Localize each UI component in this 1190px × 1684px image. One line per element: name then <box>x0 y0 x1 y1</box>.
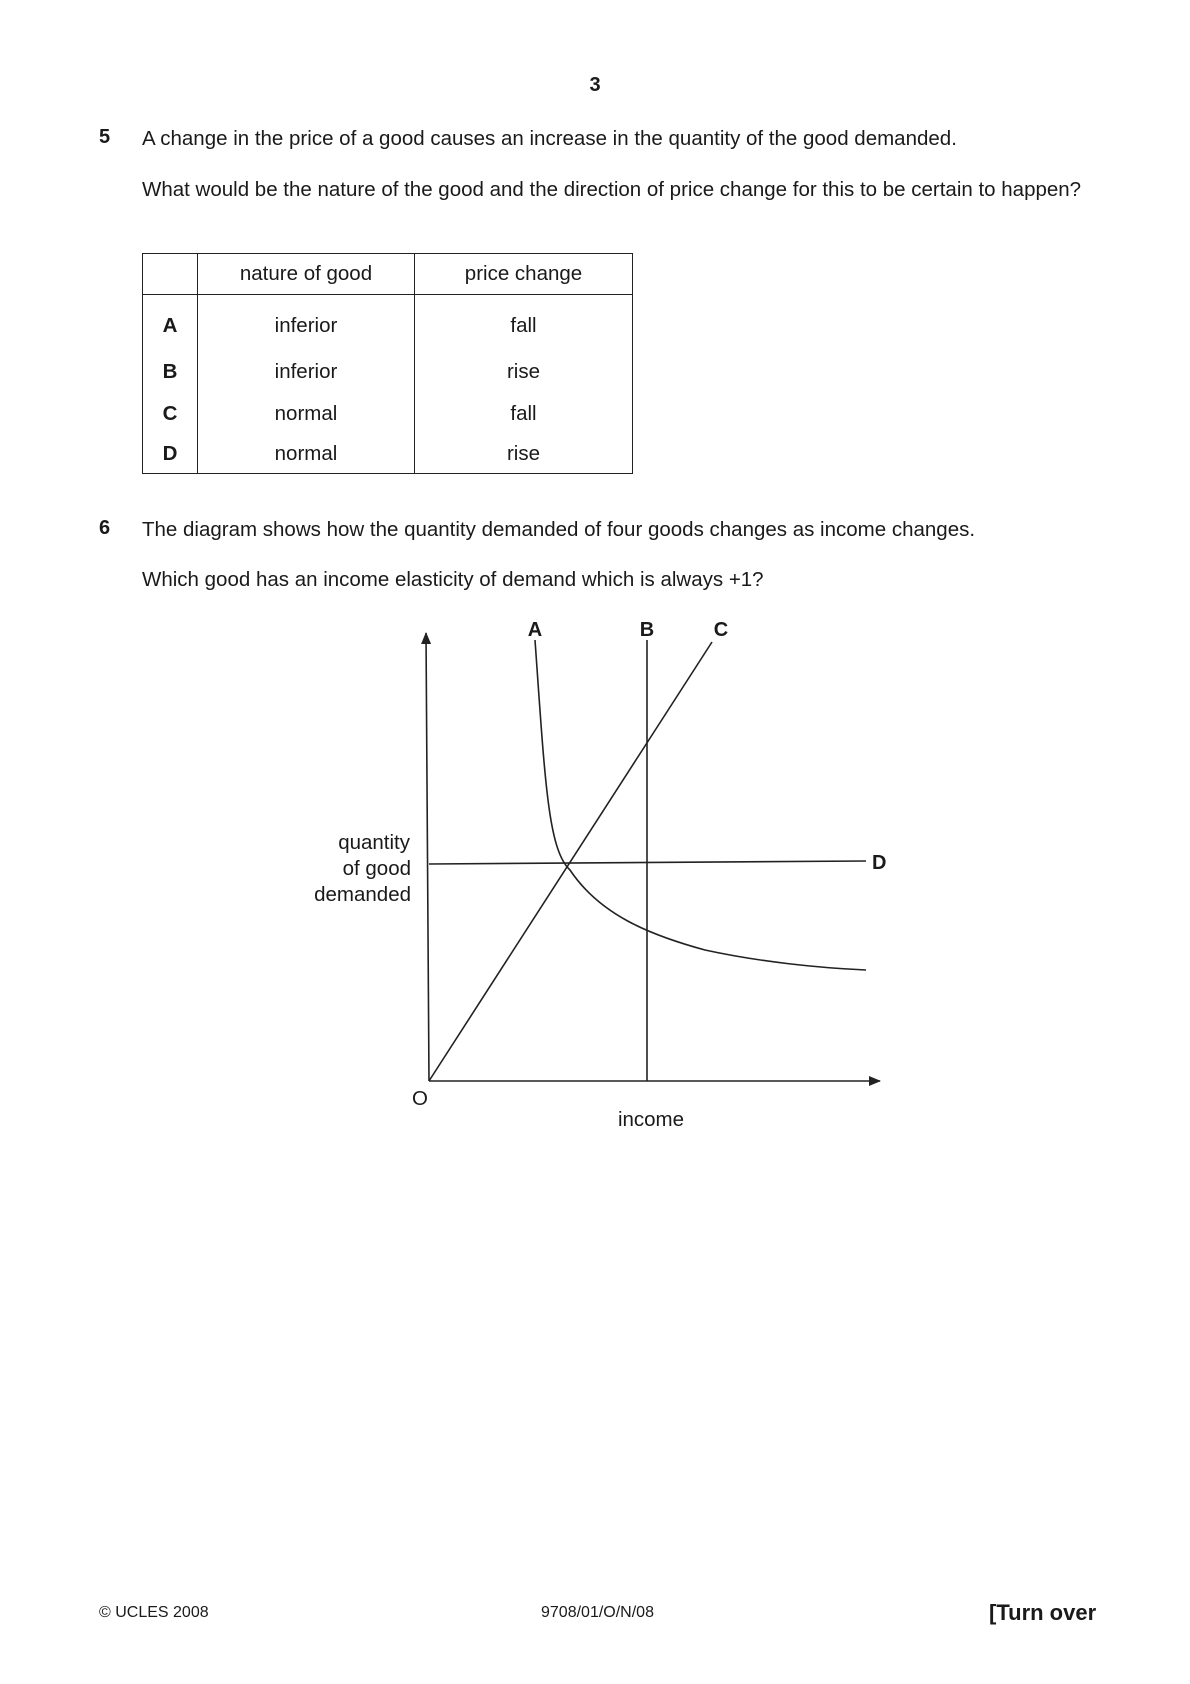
y-axis-label-line-3: demanded <box>314 883 411 906</box>
y-axis <box>426 633 429 1081</box>
question-5-question: What would be the nature of the good and the direction of price change for this to be certain to happen? <box>142 178 1082 201</box>
footer-code: 9708/01/O/N/08 <box>541 1604 654 1621</box>
x-axis-label: income <box>617 1108 685 1131</box>
curve-c-label: C <box>713 619 729 641</box>
option-letter: D <box>143 435 198 474</box>
option-letter: B <box>143 351 198 393</box>
question-6-number: 6 <box>99 517 111 539</box>
option-price: rise <box>415 435 633 474</box>
y-axis-label-line-2: of good <box>342 857 411 880</box>
curve-c <box>429 642 712 1081</box>
footer-copyright: © UCLES 2008 <box>99 1604 209 1621</box>
page-number: 3 <box>589 74 601 96</box>
option-nature: normal <box>198 435 415 474</box>
origin-label: O <box>412 1087 428 1110</box>
curve-a <box>535 640 866 970</box>
question-6-stem: The diagram shows how the quantity demanded of four goods changes as income changes. <box>142 518 976 541</box>
option-price: rise <box>415 351 633 393</box>
question-6-question: Which good has an income elasticity of demand which is always +1? <box>142 568 764 591</box>
question-5-stem: A change in the price of a good causes an increase in the quantity of the good demanded. <box>142 127 957 150</box>
curve-d-label: D <box>872 852 887 874</box>
footer-turn-over: [Turn over <box>989 1600 1097 1625</box>
curve-b-label: B <box>639 619 655 641</box>
y-axis-label-line-1: quantity <box>338 831 410 854</box>
option-price: fall <box>415 393 633 435</box>
option-letter: C <box>143 393 198 435</box>
curve-a-label: A <box>527 619 543 641</box>
table-header-price: price change <box>415 254 633 295</box>
option-nature: inferior <box>198 295 415 352</box>
option-price: fall <box>415 295 633 352</box>
option-nature: normal <box>198 393 415 435</box>
question-5-number: 5 <box>99 126 111 148</box>
table-header-nature: nature of good <box>198 254 415 295</box>
option-letter: A <box>143 295 198 352</box>
option-nature: inferior <box>198 351 415 393</box>
